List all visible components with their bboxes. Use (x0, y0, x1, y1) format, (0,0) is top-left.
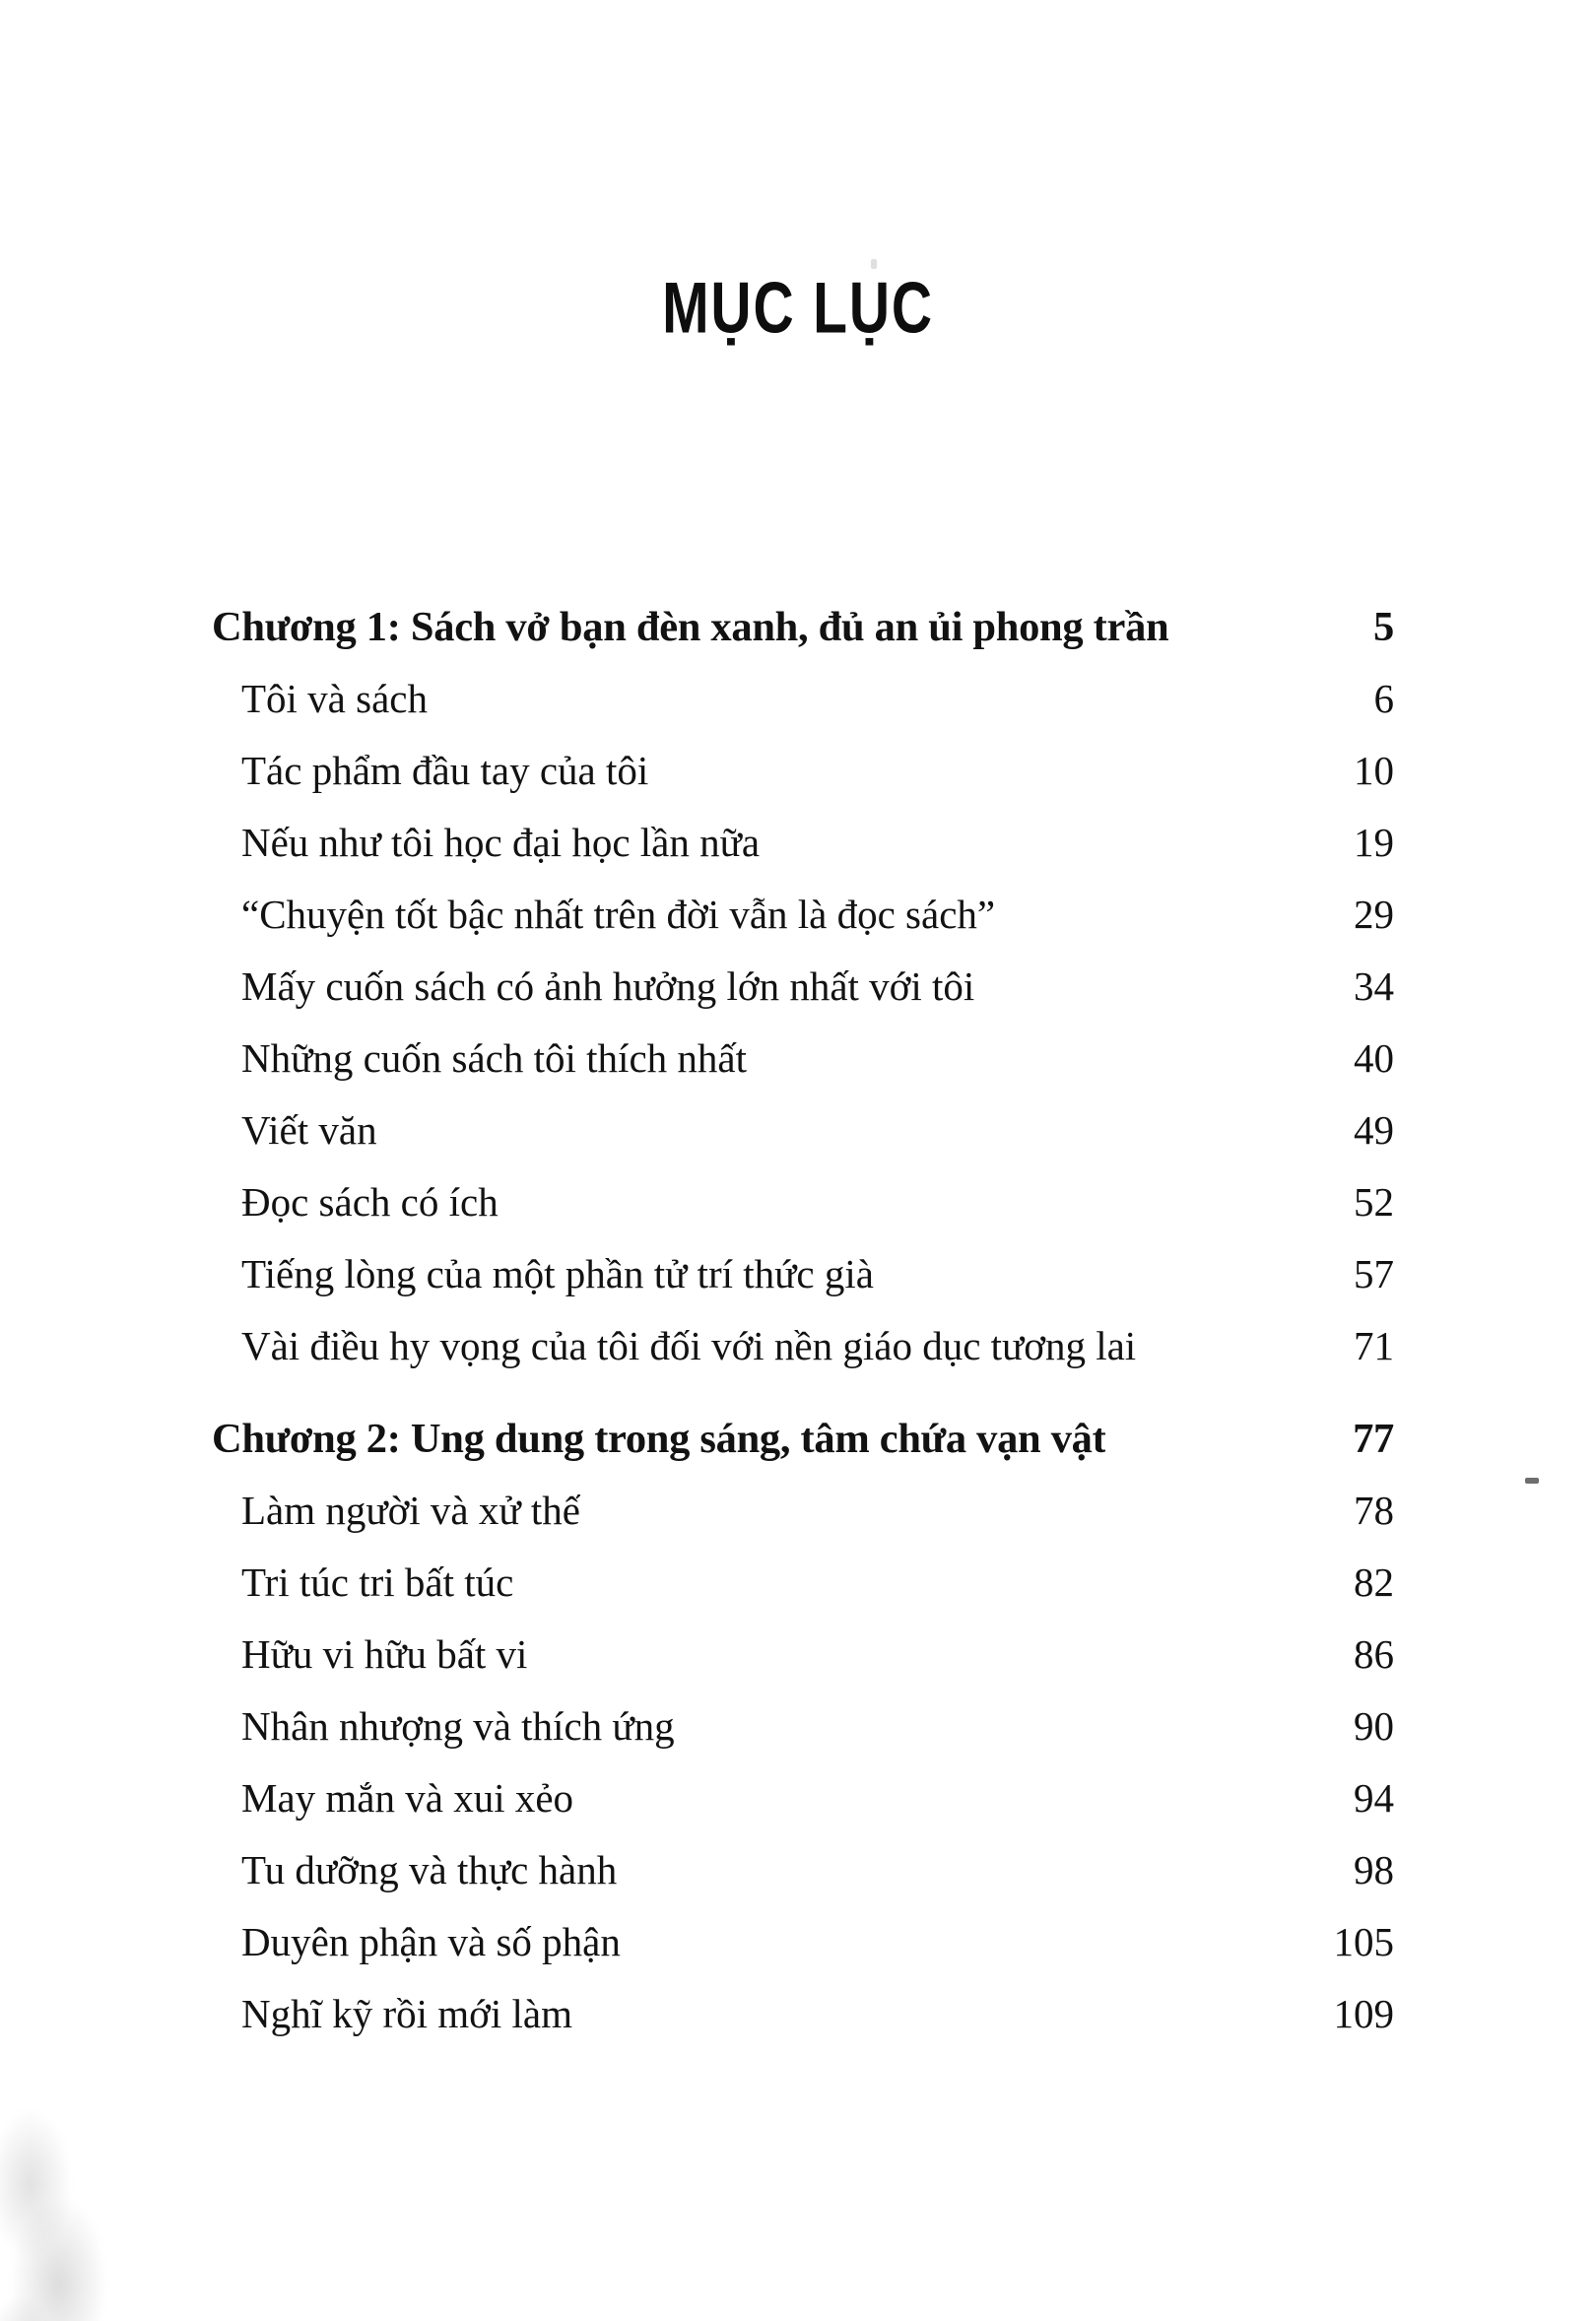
toc-row (212, 879, 1394, 951)
toc-chapter-label: Chương 2: Ung dung trong sáng, tâm chứa vạn vật (212, 1416, 1106, 1462)
toc-page-number: 98 (1354, 1847, 1394, 1892)
toc-row (212, 1834, 1394, 1906)
toc-page-number: 78 (1354, 1488, 1394, 1533)
toc-chapter-label: Chương 1: Sách vở bạn đèn xanh, đủ an ủi phong trần (212, 604, 1169, 650)
toc-entry-label: Duyên phận và số phận (241, 1919, 621, 1964)
toc-page-number: 40 (1354, 1035, 1394, 1081)
toc-row (212, 1094, 1394, 1166)
toc-row (212, 1762, 1394, 1834)
toc-entry-label: Làm người và xử thế (241, 1488, 580, 1533)
toc-row (212, 591, 1394, 663)
toc-row (212, 1238, 1394, 1310)
toc-row (212, 951, 1394, 1023)
toc-page-number: 6 (1373, 676, 1394, 721)
toc-entry-label: Nếu như tôi học đại học lần nữa (241, 820, 761, 865)
toc-row (212, 1547, 1394, 1619)
toc-page-number: 71 (1354, 1323, 1394, 1368)
scan-speck-small (871, 259, 877, 269)
toc-entry-label: Hữu vi hữu bất vi (241, 1631, 528, 1677)
toc-page-number: 52 (1354, 1179, 1394, 1225)
toc-page-number: 86 (1354, 1631, 1394, 1677)
toc-page-number: 29 (1354, 892, 1394, 937)
toc-page-number: 90 (1354, 1703, 1394, 1749)
toc-entry-label: Nghĩ kỹ rồi mới làm (241, 1991, 572, 2036)
toc-entry-label: Vài điều hy vọng của tôi đối với nền giáo dục tương lai (241, 1323, 1137, 1368)
toc-page-number: 77 (1353, 1416, 1394, 1462)
toc-row (212, 807, 1394, 879)
toc-page-number: 82 (1354, 1559, 1394, 1605)
toc-row (212, 1310, 1394, 1382)
toc-page-number: 105 (1333, 1919, 1394, 1964)
toc-list (212, 591, 1394, 2050)
toc-row (212, 1978, 1394, 2050)
toc-row (212, 1619, 1394, 1691)
toc-page-number: 109 (1333, 1991, 1394, 2036)
toc-entry-label: Tác phẩm đầu tay của tôi (241, 748, 649, 793)
toc-row (212, 1475, 1394, 1547)
toc-page-number: 49 (1354, 1107, 1394, 1153)
toc-row (212, 1906, 1394, 1978)
toc-page-number: 10 (1354, 748, 1394, 793)
toc-row (212, 1023, 1394, 1094)
toc-row (212, 663, 1394, 735)
toc-entry-label: “Chuyện tốt bậc nhất trên đời vẫn là đọc sách” (241, 892, 996, 937)
toc-entry-label: Viết văn (241, 1107, 377, 1153)
scan-speck (1525, 1478, 1539, 1484)
toc-entry-label: Tôi và sách (241, 676, 428, 721)
toc-page-number: 19 (1354, 820, 1394, 865)
toc-entry-label: Mấy cuốn sách có ảnh hưởng lớn nhất với tôi (241, 963, 975, 1009)
toc-row (212, 1166, 1394, 1238)
toc-entry-label: Nhân nhượng và thích ứng (241, 1703, 675, 1749)
toc-page-number: 57 (1354, 1251, 1394, 1296)
scan-smudge (0, 2098, 143, 2321)
toc-row (212, 1403, 1394, 1475)
toc-row (212, 735, 1394, 807)
toc-page-number: 5 (1373, 604, 1394, 650)
toc-entry-label: May mắn và xui xẻo (241, 1775, 574, 1821)
toc-entry-label: Tri túc tri bất túc (241, 1559, 514, 1605)
page-title: MỤC LỤC (662, 268, 934, 350)
toc-page-number: 94 (1354, 1775, 1394, 1821)
toc-page-number: 34 (1354, 963, 1394, 1009)
toc-entry-label: Đọc sách có ích (241, 1179, 499, 1225)
toc-row (212, 1691, 1394, 1762)
toc-entry-label: Những cuốn sách tôi thích nhất (241, 1035, 747, 1081)
toc-entry-label: Tiếng lòng của một phần tử trí thức già (241, 1251, 874, 1296)
toc-entry-label: Tu dưỡng và thực hành (241, 1847, 618, 1892)
